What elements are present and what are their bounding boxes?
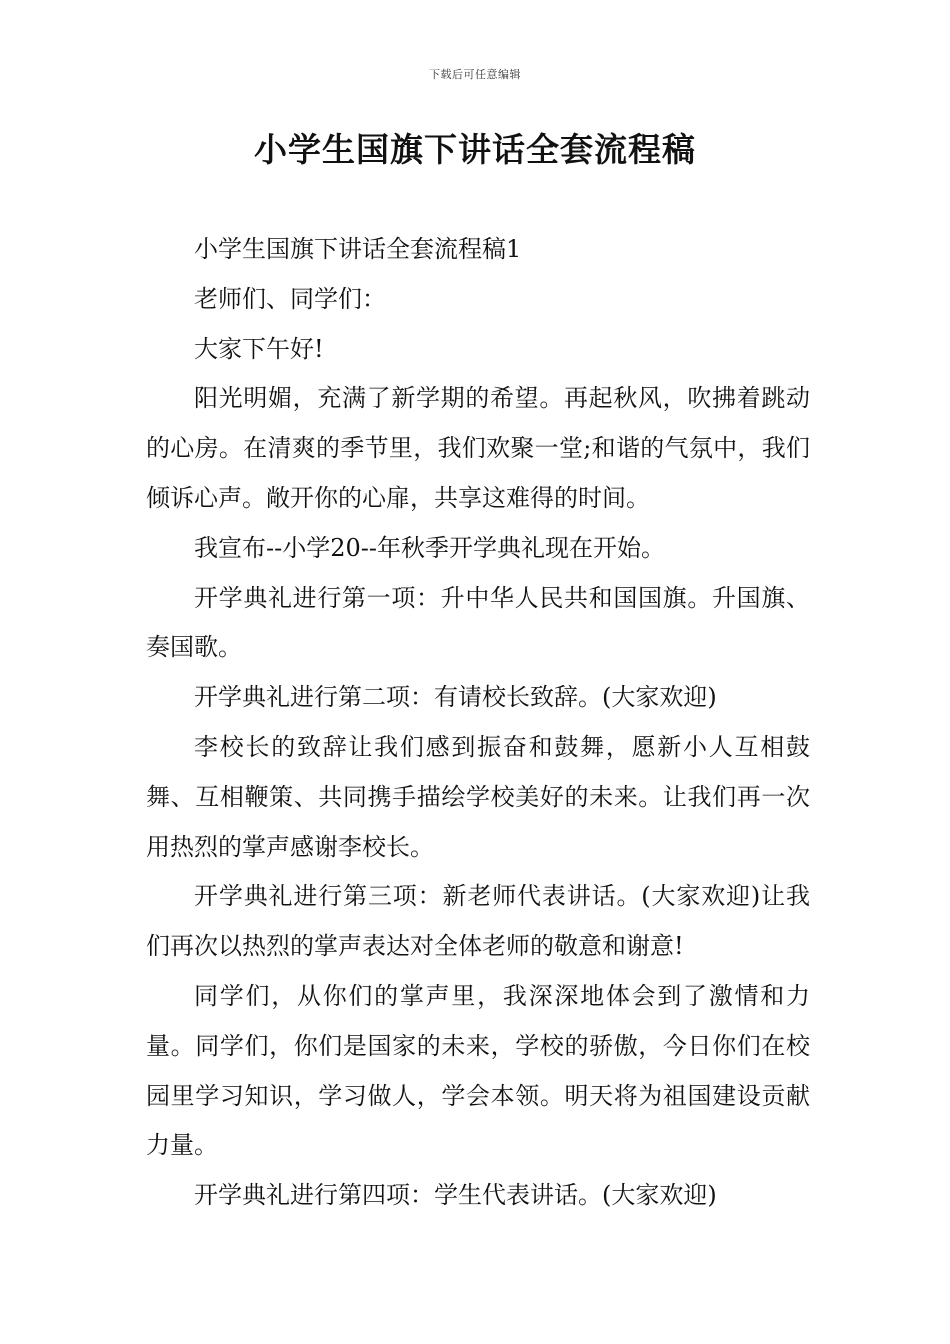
paragraph-hello: 大家下午好! [194, 334, 324, 363]
paragraph-greeting: 老师们、同学们： [194, 284, 386, 313]
document-body [146, 225, 810, 1221]
paragraph-item-two: 开学典礼进行第二项：有请校长致辞。(大家欢迎) [194, 683, 717, 712]
paragraph-students: 同学们，从你们的掌声里，我深深地体会到了激情和力量。同学们，你们是国家的未来，学校的骄傲，今日你们在校园里学习知识，学习做人，学会本领。明天将为祖国建设贡献力量。 [146, 981, 810, 1160]
paragraph-item-one: 开学典礼进行第一项：升中华人民共和国国旗。升国旗、奏国歌。 [146, 583, 810, 662]
paragraph-item-four: 开学典礼进行第四项：学生代表讲话。(大家欢迎) [194, 1181, 717, 1210]
document-title: 小学生国旗下讲话全套流程稿 [254, 130, 696, 169]
paragraph-item-three: 开学典礼进行第三项：新老师代表讲话。(大家欢迎)让我们再次以热烈的掌声表达对全体老师的敬意和谢意! [146, 882, 810, 961]
header-note: 下载后可任意编辑 [429, 68, 521, 81]
paragraph-subtitle: 小学生国旗下讲话全套流程稿1 [194, 235, 522, 263]
paragraph-announcement: 我宣布--小学20--年秋季开学典礼现在开始。 [194, 533, 665, 562]
paragraph-opening: 阳光明媚，充满了新学期的希望。再起秋风，吹拂着跳动的心房。在清爽的季节里，我们欢聚一堂;和谐的气氛中，我们倾诉心声。敞开你的心扉，共享这难得的时间。 [146, 384, 810, 512]
paragraph-principal-thanks: 李校长的致辞让我们感到振奋和鼓舞，愿新小人互相鼓舞、互相鞭策、共同携手描绘学校美好的未来。让我们再一次用热烈的掌声感谢李校长。 [146, 732, 810, 861]
